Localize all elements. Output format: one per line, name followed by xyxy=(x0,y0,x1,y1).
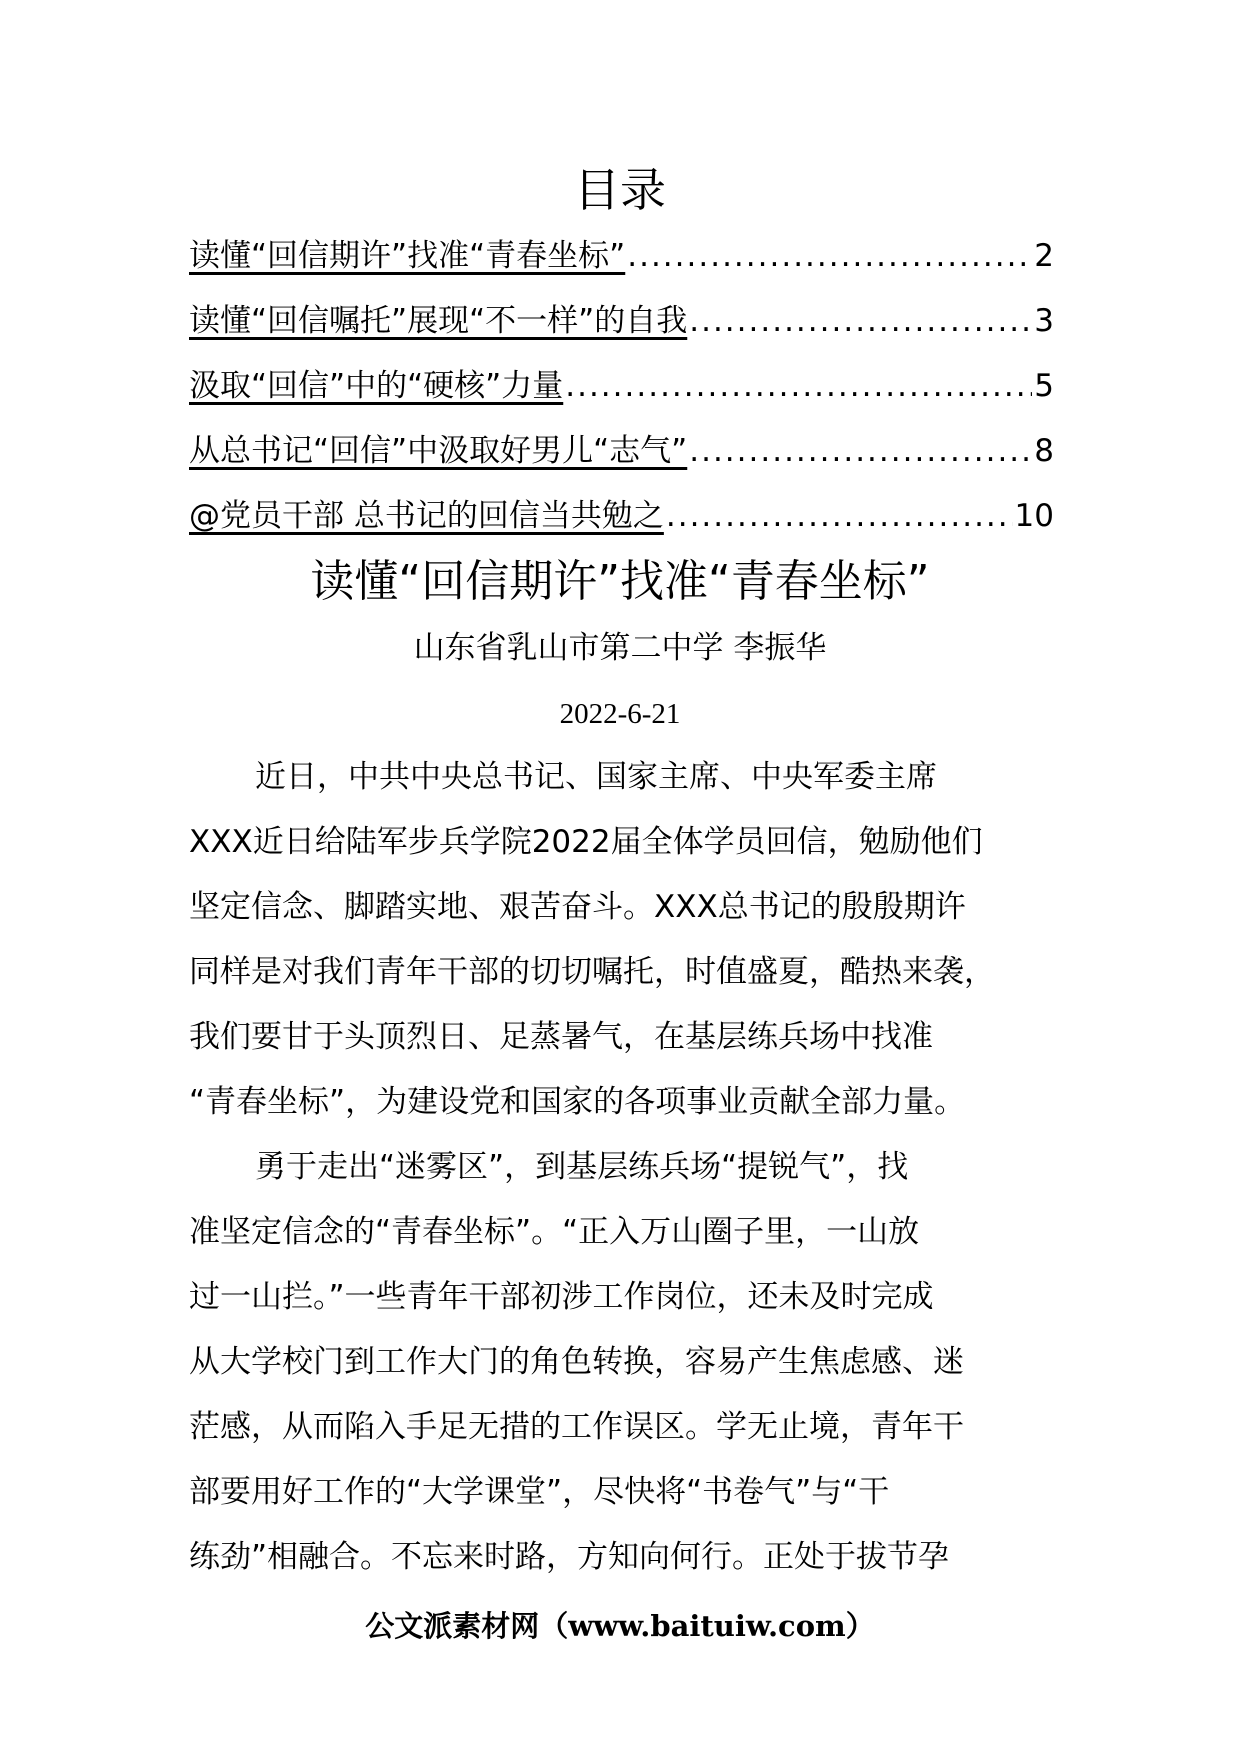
article-title: 读懂“回信期许”找准“青春坐标” xyxy=(310,556,930,607)
toc-entry[interactable] xyxy=(189,358,1054,423)
toc-page-number: 5 xyxy=(1034,368,1054,404)
toc-page-number: 8 xyxy=(1034,433,1054,469)
paragraph-line: 练劲”相融合。不忘来时路，方知向何行。正处于拔节孕 xyxy=(189,1539,950,1575)
toc-leader-dots xyxy=(689,423,1032,479)
toc-entry[interactable] xyxy=(189,488,1054,553)
paragraph-line: 从大学校门到工作大门的角色转换，容易产生焦虑感、迷 xyxy=(189,1344,964,1380)
toc-entry-link[interactable]: 读懂“回信嘱托”展现“不一样”的自我 xyxy=(189,303,688,339)
paragraph-line: 茫感，从而陷入手足无措的工作误区。学无止境，青年干 xyxy=(189,1409,964,1445)
paragraph-line: 部要用好工作的“大学课堂”，尽快将“书卷气”与“干 xyxy=(189,1474,890,1510)
toc-page-number: 3 xyxy=(1034,303,1054,339)
toc-entry-link[interactable]: 从总书记“回信”中汲取好男儿“志气” xyxy=(189,433,688,469)
paragraph-line: 我们要甘于头顶烈日、足蒸暑气，在基层练兵场中找准 xyxy=(189,1019,933,1055)
toc-leader-dots xyxy=(666,488,1013,544)
paragraph-line: XXX近日给陆军步兵学院2022届全体学员回信，勉励他们 xyxy=(189,824,983,860)
toc-entry-link[interactable]: 读懂“回信期许”找准“青春坐标” xyxy=(189,238,626,274)
toc-leader-dots xyxy=(565,358,1032,414)
article-date: 2022-6-21 xyxy=(559,698,681,730)
paragraph-line: 过一山拦。”一些青年干部初涉工作岗位，还未及时完成 xyxy=(189,1279,934,1315)
toc-leader-dots xyxy=(627,228,1032,284)
toc-entry-link[interactable]: @党员干部 总书记的回信当共勉之 xyxy=(189,498,664,534)
toc-entry-link[interactable]: 汲取“回信”中的“硬核”力量 xyxy=(189,368,564,404)
paragraph-line: “青春坐标”，为建设党和国家的各项事业贡献全部力量。 xyxy=(189,1084,966,1120)
toc-entry[interactable] xyxy=(189,293,1054,358)
paragraph-line: 同样是对我们青年干部的切切嘱托，时值盛夏，酷热来袭， xyxy=(189,954,995,990)
toc-page-number: 2 xyxy=(1034,238,1054,274)
paragraph-line: 准坚定信念的“青春坐标”。“正入万山圈子里，一山放 xyxy=(189,1214,920,1250)
body-paragraph xyxy=(189,1135,1034,1590)
body-paragraph xyxy=(189,745,1059,1135)
article-author: 山东省乳山市第二中学 李振华 xyxy=(413,630,827,666)
toc-entry[interactable] xyxy=(189,423,1054,488)
toc-leader-dots xyxy=(689,293,1032,349)
toc-title: 目录 xyxy=(574,163,666,217)
paragraph-line: 近日，中共中央总书记、国家主席、中央军委主席 xyxy=(255,759,937,795)
toc-page-number: 10 xyxy=(1014,498,1054,534)
toc-entry[interactable] xyxy=(189,228,1054,293)
paragraph-line: 坚定信念、脚踏实地、艰苦奋斗。XXX总书记的殷殷期许 xyxy=(189,889,966,925)
table-of-contents xyxy=(189,228,1054,553)
page-footer: 公文派素材网（www.baituiw.com） xyxy=(365,1609,875,1643)
paragraph-line: 勇于走出“迷雾区”，到基层练兵场“提锐气”，找 xyxy=(255,1149,909,1185)
